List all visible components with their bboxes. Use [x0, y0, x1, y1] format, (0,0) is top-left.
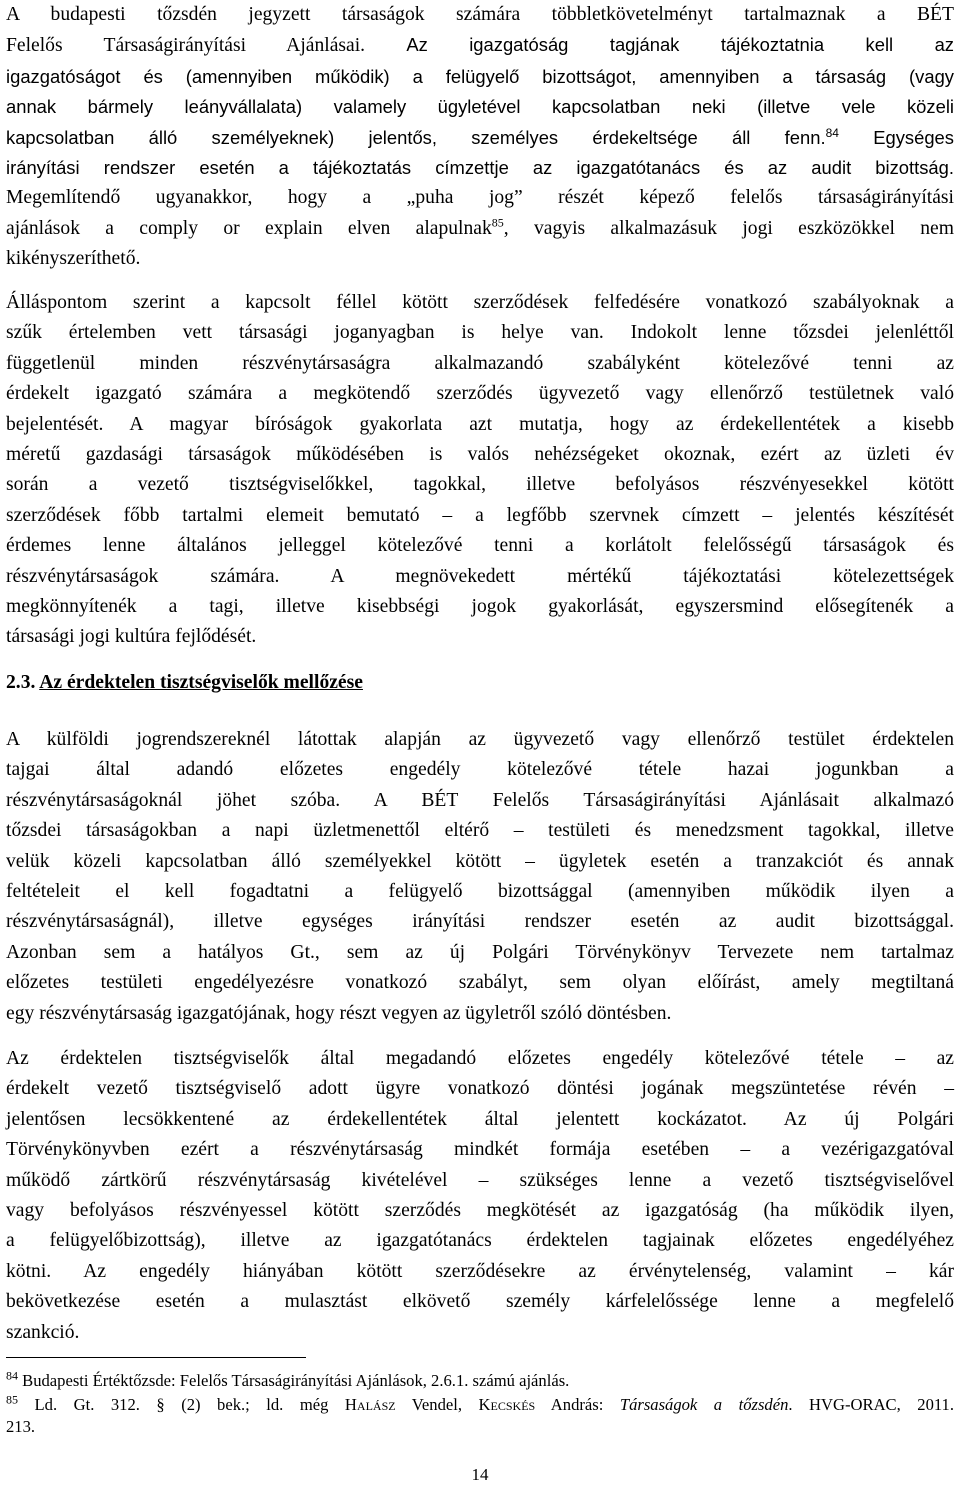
paragraph-line: Törvénykönyvben ezért a részvénytársaság mindkét formája esetében – a vezérigazgatóval — [6, 1139, 954, 1161]
footnote-line: 213. — [6, 1417, 36, 1436]
paragraph-line: során a vezető tisztségviselőkkel, tagokkal, illetve befolyásos részvényesekkel kötött — [6, 474, 954, 496]
paragraph-line: részvénytársaságoknál jöhet szóba. A BÉT Felelős Társaságirányítási Ajánlásait alkalmazó — [6, 789, 954, 811]
footnote-separator — [6, 1357, 306, 1358]
paragraph-line: vagy befolyásos részvényessel kötött szerződés megkötését az igazgatóság (ha működik ilyen, — [6, 1200, 954, 1222]
footnote-line — [6, 1394, 954, 1416]
text-span: Felelős Társaságirányítási Ajánlásai. — [6, 35, 366, 57]
paragraph-line: megkönnyítenék a tagi, illetve kisebbségi jogok gyakorlását, egyszersmind elősegítenék a — [6, 596, 954, 618]
paragraph-line: Megemlítendő ugyanakkor, hogy a „puha jog” részét képező felelős társaságirányítási — [6, 187, 954, 209]
paragraph-line: tőzsdei társaságokban a napi üzletmenettől eltérő – testületi és menedzsment tagokkal, illetve — [6, 820, 954, 842]
paragraph-line: igazgatóságot és (amennyiben működik) a felügyelő bizottságot, amennyiben a társaság (vagy — [6, 65, 954, 87]
paragraph-line: Azonban sem a hatályos Gt., sem az új Polgári Törvénykönyv Tervezete nem tartalmaz — [6, 941, 954, 963]
author-name: Kecskés — [478, 1395, 536, 1414]
section-title: Az érdektelen tisztségviselők mellőzése — [39, 672, 363, 693]
paragraph-line — [6, 214, 954, 244]
footnote-ref-84[interactable]: 84 — [825, 125, 839, 140]
footnote-text: András: — [535, 1395, 620, 1414]
paragraph-line: a felügyelőbizottság), illetve az igazgatótanács érdektelen tagjainak előzetes engedélyéhez — [6, 1230, 954, 1252]
paragraph-line — [6, 30, 954, 61]
text-span: Egységes — [873, 126, 954, 148]
footnote-number: 85 — [6, 1392, 18, 1407]
footnote-ref-85[interactable]: 85 — [491, 215, 504, 230]
paragraph-line: A külföldi jogrendszereknél látottak alapján az ügyvezető vagy ellenőrző testület érdektelen — [6, 729, 954, 750]
paragraph-line: bejelentését. A magyar bíróságok gyakorlata azt mutatja, hogy az érdekellentétek a kisebb — [6, 413, 954, 435]
footnote-text: Budapesti Értéktőzsde: Felelős Társaságirányítási Ajánlások, 2.6.1. számú ajánlás. — [18, 1371, 570, 1390]
text-span: kapcsolatban álló személyeknek) jelentős, személyes érdekeltsége áll fenn. — [6, 126, 826, 148]
paragraph-4 — [6, 1044, 954, 1348]
footnote-84 — [6, 1370, 954, 1392]
paragraph-line: részvénytársaságnál), illetve egységes irányítási rendszer esetén az audit bizottsággal. — [6, 911, 954, 933]
paragraph-line: szankció. — [6, 1321, 80, 1343]
paragraph-2 — [6, 288, 954, 653]
paragraph-line: előzetes testületi engedélyezésre vonatkozó szabályt, sem olyan előírást, amely megtiltaná — [6, 972, 954, 994]
paragraph-line: kötni. Az engedély hiányában kötött szerződésekre az érvénytelenség, valamint – kár — [6, 1260, 954, 1282]
paragraph-line: jelentősen lecsökkentené az érdekellentétek által jelentett kockázatot. Az új Polgári — [6, 1108, 954, 1130]
paragraph-3 — [6, 725, 954, 1029]
paragraph-line: társasági jogi kultúra fejlődését. — [6, 626, 257, 648]
paragraph-line: irányítási rendszer esetén a tájékoztatás címzettje az igazgatótanács és az audit bizottság. — [6, 157, 954, 179]
footnote-text: Vendel, — [395, 1395, 479, 1414]
footnote-text: Ld. Gt. 312. § (2) bek.; ld. még — [18, 1395, 345, 1414]
paragraph-line: kikényszeríthető. — [6, 248, 141, 270]
footnote-text: . HVG-ORAC, 2011. — [788, 1395, 955, 1414]
book-title: Társaságok a tőzsdén — [619, 1395, 789, 1414]
text-span: ajánlások a comply or explain elven alapulnak — [6, 217, 492, 239]
text-span: , vagyis alkalmazásuk jogi eszközökkel nem — [503, 217, 954, 239]
paragraph-line: tajgai által adandó előzetes engedély kötelezővé tétele hazai jogunkban a — [6, 759, 954, 781]
paragraph-1 — [6, 0, 954, 275]
paragraph-line — [6, 123, 954, 153]
paragraph-line: bekövetkezése esetén a mulasztást elkövető személy kárfelelőssége lenne a megfelelő — [6, 1291, 954, 1313]
paragraph-line: velük közeli kapcsolatban álló személyekkel kötött – ügyletek esetén a tranzakciót és annak — [6, 850, 954, 872]
paragraph-line: annak bármely leányvállalata) valamely ügyletével kapcsolatban neki (illetve vele közeli — [6, 96, 954, 118]
text-span: Az igazgatóság tagjának tájékoztatnia kell az — [406, 34, 954, 56]
paragraph-line: szűk értelemben vett társasági joganyagban is helye van. Indokolt lenne tőzsdei jelenléttől — [6, 322, 954, 344]
section-heading — [6, 668, 954, 698]
paragraph-line: érdemes lenne általános jelleggel kötelezővé tenni a korlátolt felelősségű társaságok és — [6, 535, 954, 557]
footnote-85 — [6, 1394, 954, 1438]
paragraph-line: függetlenül minden részvénytársaságra alkalmazandó szabályként kötelezővé tenni az — [6, 352, 954, 374]
paragraph-line: méretű gazdasági társaságok működésében is valós nehézségeket okoznak, ezért az üzleti év — [6, 444, 954, 466]
paragraph-line: részvénytársaságok számára. A megnövekedett mértékű tájékoztatási kötelezettségek — [6, 565, 954, 587]
paragraph-line: Az érdektelen tisztségviselők által megadandó előzetes engedély kötelezővé tétele – az — [6, 1048, 954, 1069]
author-name: Halász — [344, 1395, 396, 1414]
paragraph-line: érdekelt igazgató számára a megkötendő szerződés ügyvezető vagy ellenőrző testületnek való — [6, 383, 954, 405]
paragraph-line: érdekelt vezető tisztségviselő adott ügyre vonatkozó döntési jogának megszüntetése révén – — [6, 1078, 954, 1100]
footnote-number: 84 — [6, 1368, 18, 1383]
paragraph-line: egy részvénytársaság igazgatójának, hogy részt vegyen az ügyletről szóló döntésben. — [6, 1002, 672, 1024]
paragraph-line: Álláspontom szerint a kapcsolt féllel kötött szerződések felfedésére vonatkozó szabályoknak a — [6, 292, 954, 313]
page-number: 14 — [471, 1465, 489, 1484]
section-number: 2.3. — [6, 672, 36, 693]
paragraph-line: feltételeit el kell fogadtatni a felügyelő bizottsággal (amennyiben működik ilyen a — [6, 881, 954, 903]
paragraph-line: működő zártkörű részvénytársaság kivételével – szükséges lenne a vezető tisztségviselővel — [6, 1169, 954, 1191]
paragraph-line: szerződések főbb tartalmi elemeit bemutató – a legfőbb szervnek címzett – jelentés készítését — [6, 504, 954, 526]
heading-line — [6, 668, 954, 698]
paragraph-line: A budapesti tőzsdén jegyzett társaságok számára többletkövetelményt tartalmaznak a BÉT — [6, 4, 954, 25]
